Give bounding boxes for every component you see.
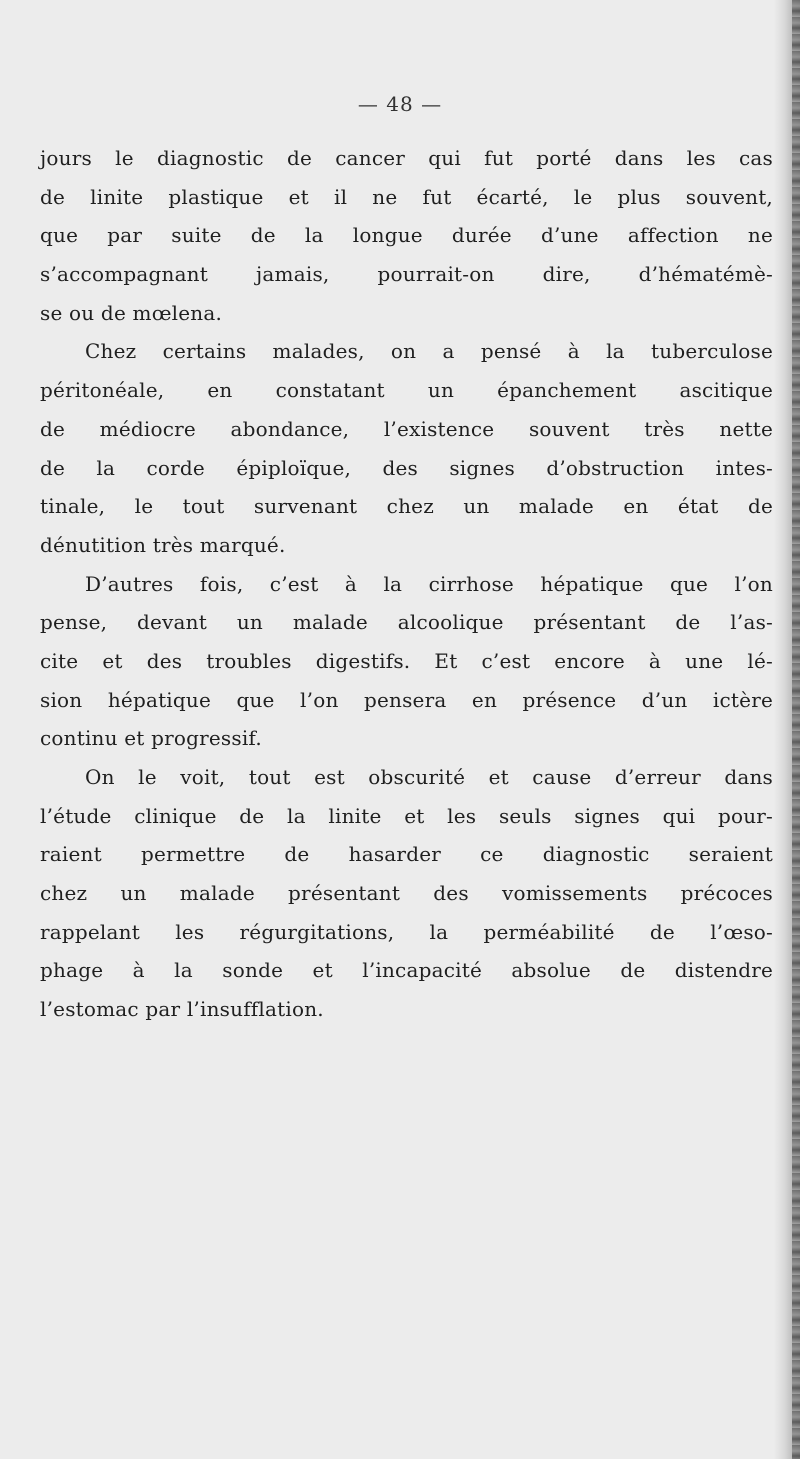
text-line: On le voit, tout est obscurité et cause d’erreur dans xyxy=(85,765,773,789)
text-line: pense, devant un malade alcoolique présentant de l’as- xyxy=(40,610,773,635)
text-line: que par suite de la longue durée d’une affection ne xyxy=(40,223,773,248)
text-line: de médiocre abondance, l’existence souvent très nette xyxy=(40,416,773,441)
text-line: chez un malade présentant des vomissements précoces xyxy=(40,881,773,906)
text-line: phage à la sonde et l’incapacité absolue de distendre xyxy=(40,958,773,983)
text-line: cite et des troubles digestifs. Et c’est encore à une lé- xyxy=(40,648,773,673)
body-text xyxy=(40,139,773,1029)
text-line: continu et progressif. xyxy=(40,726,262,751)
text-line: raient permettre de hasarder ce diagnostic seraient xyxy=(40,842,773,867)
text-line: tinale, le tout survenant chez un malade en état de xyxy=(40,494,773,519)
text-line: s’accompagnant jamais, pourrait-on dire, d’hématémè- xyxy=(40,262,773,287)
text-line: l’étude clinique de la linite et les seuls signes qui pour- xyxy=(40,803,773,828)
text-line: dénutition très marqué. xyxy=(40,532,286,557)
text-line: Chez certains malades, on a pensé à la tuberculose xyxy=(85,339,773,364)
text-line: rappelant les régurgitations, la perméabilité de l’œso- xyxy=(40,919,773,944)
page-binding-edge xyxy=(792,0,800,1459)
text-line: de la corde épiploïque, des signes d’obstruction intes- xyxy=(40,455,773,480)
text-line: l’estomac par l’insufflation. xyxy=(40,997,324,1022)
text-line: jours le diagnostic de cancer qui fut porté dans les cas xyxy=(40,146,773,170)
text-line: sion hépatique que l’on pensera en présence d’un ictère xyxy=(40,687,773,712)
page-number: — 48 — xyxy=(357,92,443,116)
text-line: de linite plastique et il ne fut écarté, le plus souvent, xyxy=(40,184,773,209)
text-line: se ou de mœlena. xyxy=(40,300,223,325)
text-line: D’autres fois, c’est à la cirrhose hépatique que l’on xyxy=(85,571,773,596)
text-line: péritonéale, en constatant un épanchement ascitique xyxy=(40,378,773,403)
